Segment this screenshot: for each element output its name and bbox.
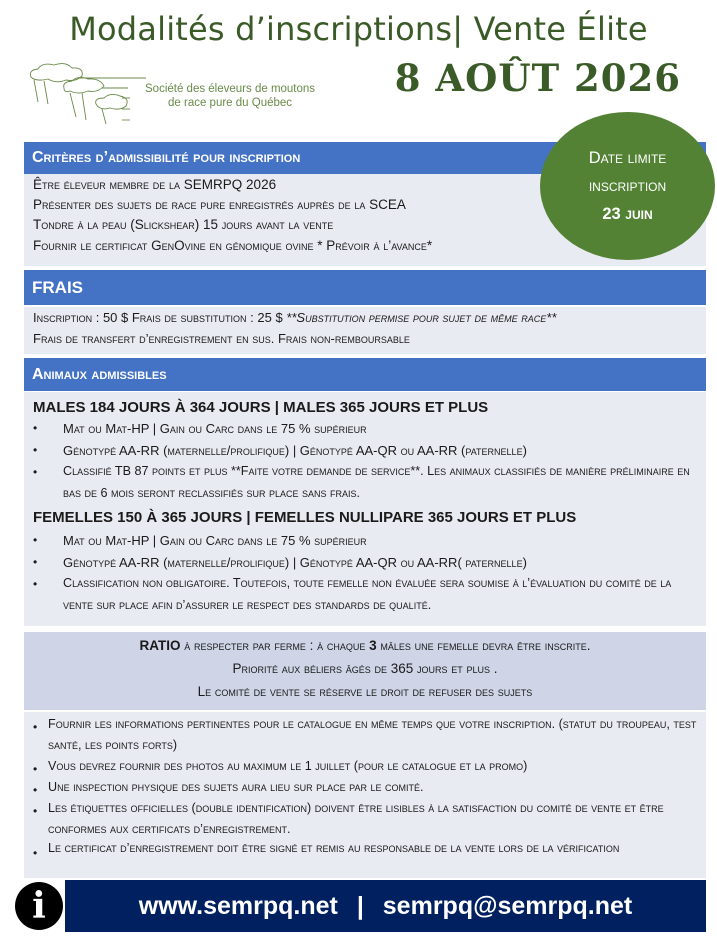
bullet-icon: • xyxy=(33,762,38,776)
bullet-icon: • xyxy=(33,421,38,435)
ratio-committee: Le comité de vente se réserve le droit de refuser des sujets xyxy=(197,684,533,699)
fees-substitution-note: **Substitution permise pour sujet de même race** xyxy=(286,310,557,325)
bullet-icon: • xyxy=(33,846,38,860)
criteria-heading: Critères d’admissibilité pour inscription xyxy=(24,142,706,174)
info-icon: i xyxy=(15,882,63,930)
bullet-icon: • xyxy=(33,783,38,797)
males-bullet: Classifié TB 87 points et plus **Faite votre demande de service**. Les animaux classifiés de manière préliminaire en bas de 6 mois seront reclassifiés sur place sans frais. xyxy=(63,464,690,500)
criteria-item: Présenter des sujets de race pure enregistrés auprès de la SCEA xyxy=(33,197,406,212)
bullet-icon: • xyxy=(33,577,38,591)
event-date: 8 AOÛT 2026 xyxy=(394,56,681,100)
criteria-item: Être éleveur membre de la SEMRPQ 2026 xyxy=(33,177,277,192)
note-item: Le certificat d’enregistrement doit être signé et remis au responsable de la vente lors de la vérification xyxy=(48,841,620,855)
females-bullet: Génotypé AA-RR (maternelle/prolifique) | Génotypé AA-QR ou AA-RR( paternelle) xyxy=(63,555,527,570)
females-bullet: Classification non obligatoire. Toutefois, toute femelle non évaluée sera soumise à l’évaluation du comité de la vente sur place afin d’assurer le respect des standards de qualité. xyxy=(63,576,672,612)
ratio-label: RATIO xyxy=(139,638,181,653)
contact-separator: | xyxy=(356,892,364,920)
males-bullet: Génotypé AA-RR (maternelle/prolifique) | Génotypé AA-QR ou AA-RR (paternelle) xyxy=(63,443,527,458)
note-item: Fournir les informations pertinentes pour le catalogue en même temps que votre inscription. (statut du troupeau, test santé, les points forts) xyxy=(48,717,697,752)
fees-line1 xyxy=(33,310,556,325)
females-title: FEMELLES 150 À 365 JOURS | FEMELLES NULLIPARE 365 JOURS ET PLUS xyxy=(33,509,577,526)
males-bullet: Mat ou Mat-HP | Gain ou Carc dans le 75 % supérieur xyxy=(63,421,367,436)
animals-heading: Animaux admissibles xyxy=(24,358,706,391)
deadline-date: 23 juin xyxy=(602,205,653,223)
deadline-line2: inscription xyxy=(588,177,667,195)
deadline-line1: Date limite xyxy=(588,149,667,167)
deadline-badge xyxy=(540,112,715,260)
fees-line2: Frais de transfert d’enregistrement en sus. Frais non-remboursable xyxy=(33,331,410,346)
ratio-text2: mâles une femelle devra être inscrite. xyxy=(376,638,591,653)
ratio-count: 3 xyxy=(369,638,377,653)
ratio-priority: Priorité aux béliers âgés de 365 jours et plus . xyxy=(232,661,498,676)
bullet-icon: • xyxy=(33,555,38,569)
logo-sheep-icon xyxy=(26,62,146,132)
page-title: Modalités d’inscriptions| Vente Élite xyxy=(69,10,648,48)
organization-name xyxy=(145,82,315,110)
males-title: MALES 184 JOURS À 364 JOURS | MALES 365 JOURS ET PLUS xyxy=(33,399,489,416)
organization-name-line2: de race pure du Québec xyxy=(168,97,293,109)
bullet-icon: • xyxy=(33,804,38,818)
bullet-icon: • xyxy=(33,533,38,547)
ratio-rule xyxy=(24,638,706,653)
note-item: Vous devrez fournir des photos au maximum le 1 juillet (pour le catalogue et la promo) xyxy=(48,759,528,773)
note-item: Une inspection physique des sujets aura lieu sur place par le comité. xyxy=(48,780,424,794)
females-bullet: Mat ou Mat-HP | Gain ou Carc dans le 75 % supérieur xyxy=(63,533,367,548)
organization-name-line1: Société des éleveurs de moutons xyxy=(145,83,316,95)
bullet-icon: • xyxy=(33,720,38,734)
ratio-text1: à respecter par ferme : à chaque xyxy=(180,638,370,653)
website-link[interactable]: www.semrpq.net xyxy=(138,892,338,920)
criteria-item: Fournir le certificat GenOvine en génomique ovine * Prévoir à l’avance* xyxy=(33,238,433,253)
fees-amounts: Inscription : 50 $ Frais de substitution : 25 $ xyxy=(33,310,287,325)
email-link[interactable]: semrpq@semrpq.net xyxy=(382,892,633,920)
fees-heading: FRAIS xyxy=(24,270,706,305)
criteria-item: Tondre à la peau (Slickshear) 15 jours avant la vente xyxy=(33,217,334,232)
note-item: Les étiquettes officielles (double identification) doivent être lisibles à la satisfaction du comité de vente et être conformes aux certificats d’enregistrement. xyxy=(48,801,664,836)
bullet-icon: • xyxy=(33,465,38,479)
bullet-icon: • xyxy=(33,443,38,457)
contact-bar xyxy=(65,880,706,932)
